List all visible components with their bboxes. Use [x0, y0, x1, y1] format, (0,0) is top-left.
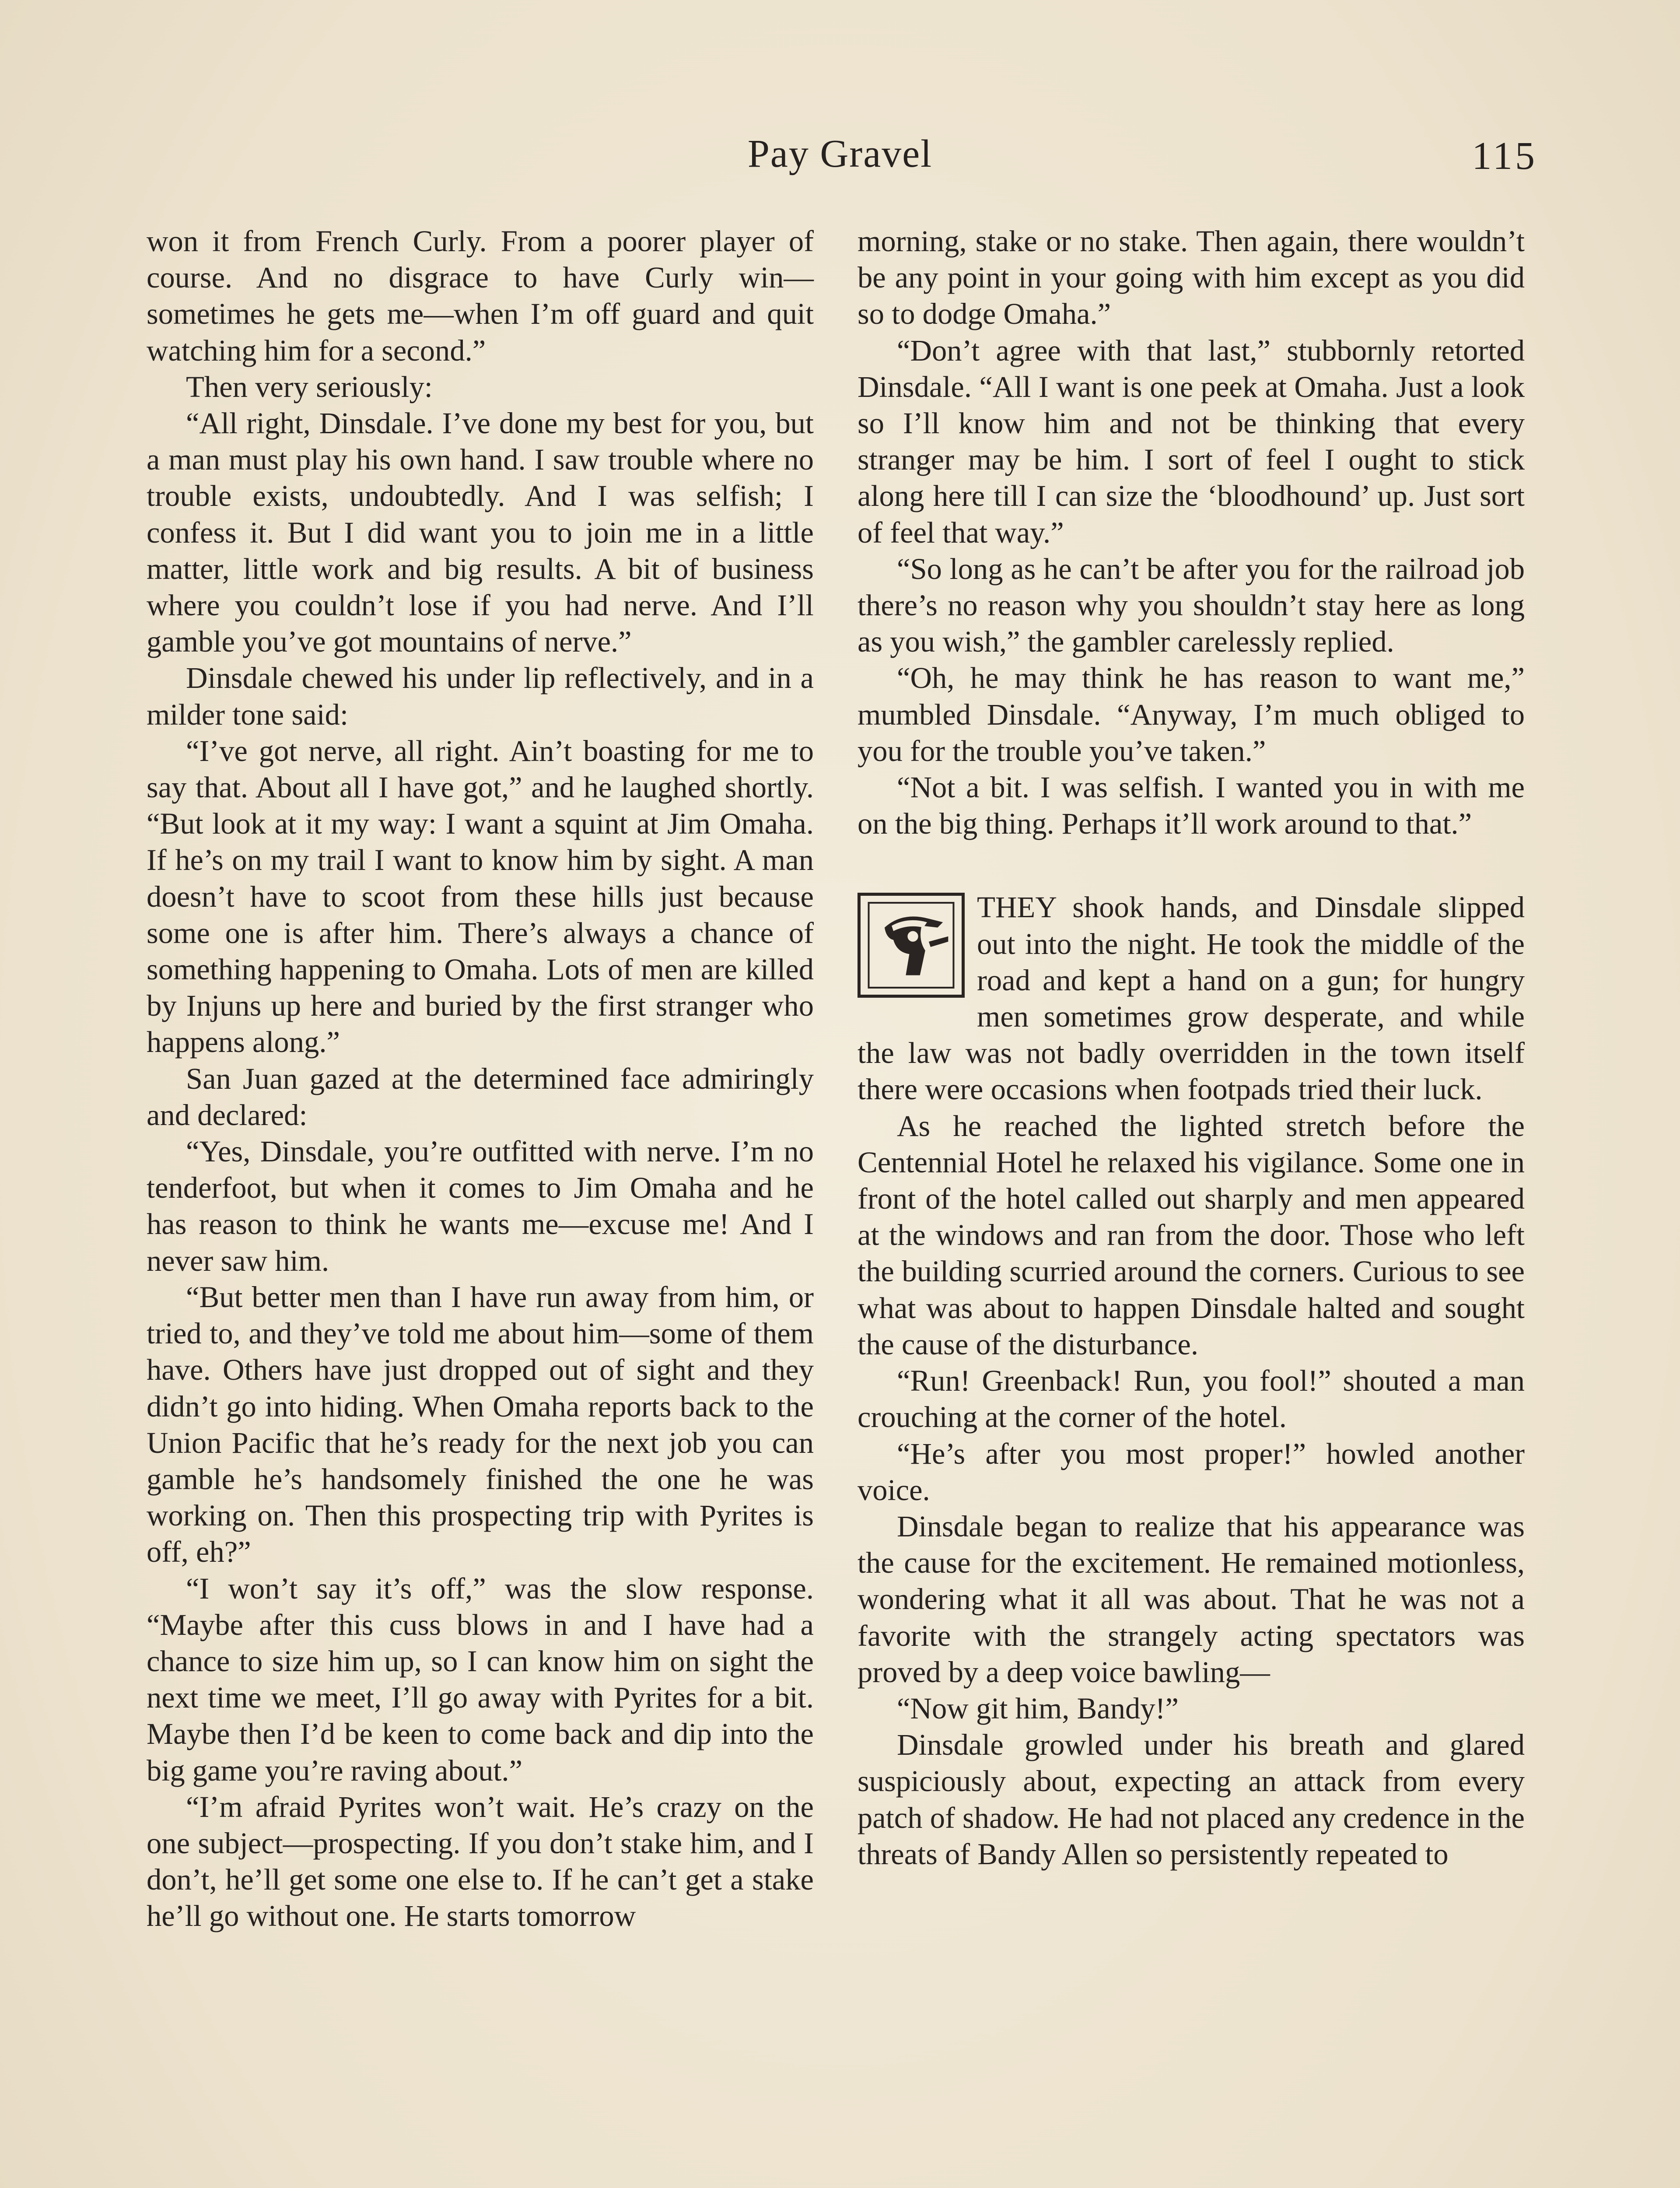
- paragraph: “Not a bit. I was selfish. I wanted you in with me on the big thing. Perhaps it’ll work around to that.”: [858, 771, 1525, 841]
- paragraph: “Now git him, Bandy!”: [897, 1691, 1179, 1725]
- paragraph: “I’ve got nerve, all right. Ain’t boasting for me to say that. About all I have got,” and he laughed shortly. “But look at it my way: I want a squint at Jim Omaha. If he’s on my trail I want to know him by sight. A man doesn’t have to scoot from these hills just because some one is after him. There’s always a chance of something happening to Omaha. Lots of men are killed by Injuns up here and buried by the first stranger who happens along.”: [147, 734, 814, 1059]
- paragraph: Dinsdale chewed his under lip reflectively, and in a milder tone said:: [147, 661, 814, 731]
- section-opening-text: THEY shook hands, and Dinsdale slipped out into the night. He took the middle of the road and kept a hand on a gun; for hungry men sometimes grow desperate, and while the law was not badly overridden in the town itself there were occasions when footpads tried their luck.: [858, 891, 1525, 1106]
- paragraph: Dinsdale began to realize that his appearance was the cause for the excitement. He remained motionless, wondering what it all was about. That he was not a favorite with the strangely acting spectators was proved by a deep voice bawling—: [858, 1509, 1525, 1689]
- paragraph: won it from French Curly. From a poorer player of course. And no disgrace to have Curly win—sometimes he gets me—when I’m off guard and quit watching him for a second.”: [147, 224, 814, 367]
- paragraph: As he reached the lighted stretch before the Centennial Hotel he relaxed his vigilance. Some one in front of the hotel called out sharply and men appeared at the windows and ran from the door. Those who left the building scurried around the corners. Curious to see what was about to happen Dinsdale halted and sought the cause of the disturbance.: [858, 1109, 1525, 1361]
- paragraph: “Run! Greenback! Run, you fool!” shouted a man crouching at the corner of the hotel.: [858, 1364, 1525, 1434]
- paragraph: “I’m afraid Pyrites won’t wait. He’s crazy on the one subject—prospecting. If you don’t stake him, and I don’t, he’ll get some one else to. If he can’t get a stake he’ll go without one. He starts tomorrow: [147, 1790, 814, 1933]
- paragraph: “He’s after you most proper!” howled another voice.: [858, 1437, 1525, 1507]
- paragraph: morning, stake or no stake. Then again, there wouldn’t be any point in your going with him except as you did so to dodge Omaha.”: [858, 224, 1525, 331]
- right-column: [858, 223, 1525, 1872]
- paragraph: “Oh, he may think he has reason to want me,” mumbled Dinsdale. “Anyway, I’m much obliged to you for the trouble you’ve taken.”: [858, 661, 1525, 768]
- page-number: 115: [1472, 134, 1537, 178]
- paragraph: “So long as he can’t be after you for the railroad job there’s no reason why you shouldn’t stay here as long as you wish,” the gambler carelessly replied.: [858, 552, 1525, 659]
- section-opening-paragraph: [858, 889, 1525, 1108]
- paragraph: “Yes, Dinsdale, you’re outfitted with nerve. I’m no tenderfoot, but when it comes to Jim Omaha and he has reason to think he wants me—excuse me! And I never saw him.: [147, 1135, 814, 1277]
- paragraph: San Juan gazed at the determined face admiringly and declared:: [147, 1062, 814, 1132]
- paragraph: Then very seriously:: [186, 370, 433, 403]
- paragraph: “All right, Dinsdale. I’ve done my best for you, but a man must play his own hand. I saw trouble where no trouble exists, undoubtedly. And I was selfish; I confess it. But I did want you to join me in a little matter, little work and big results. A bit of business where you couldn’t lose if you had nerve. And I’ll gamble you’ve got mountains of nerve.”: [147, 407, 814, 659]
- paragraph: “But better men than I have run away from him, or tried to, and they’ve told me about him—some of them have. Others have just dropped out of sight and they didn’t go into hiding. When Omaha reports back to the Union Pacific that he’s ready for the next job you can gamble he’s handsomely finished the one he was working on. Then this prospecting trip with Pyrites is off, eh?”: [147, 1280, 814, 1569]
- running-head-title: Pay Gravel: [747, 132, 933, 175]
- paragraph: “I won’t say it’s off,” was the slow response. “Maybe after this cuss blows in and I have had a chance to size him up, so I can know him on sight the next time we meet, I’ll go away with Pyrites for a bit. Maybe then I’d be keen to come back and dip into the big game you’re raving about.”: [147, 1571, 814, 1787]
- paragraph: “Don’t agree with that last,” stubbornly retorted Dinsdale. “All I want is one peek at Omaha. Just a look so I’ll know him and not be thinking that every stranger may be him. I sort of feel I ought to stick along here till I can size the ‘bloodhound’ up. Just sort of feel that way.”: [858, 333, 1525, 549]
- left-column: [147, 223, 814, 1935]
- rider-vignette-icon: [858, 893, 965, 998]
- paragraph: Dinsdale growled under his breath and glared suspiciously about, expecting an attack from every patch of shadow. He had not placed any credence in the threats of Bandy Allen so persistently repeated to: [858, 1728, 1525, 1871]
